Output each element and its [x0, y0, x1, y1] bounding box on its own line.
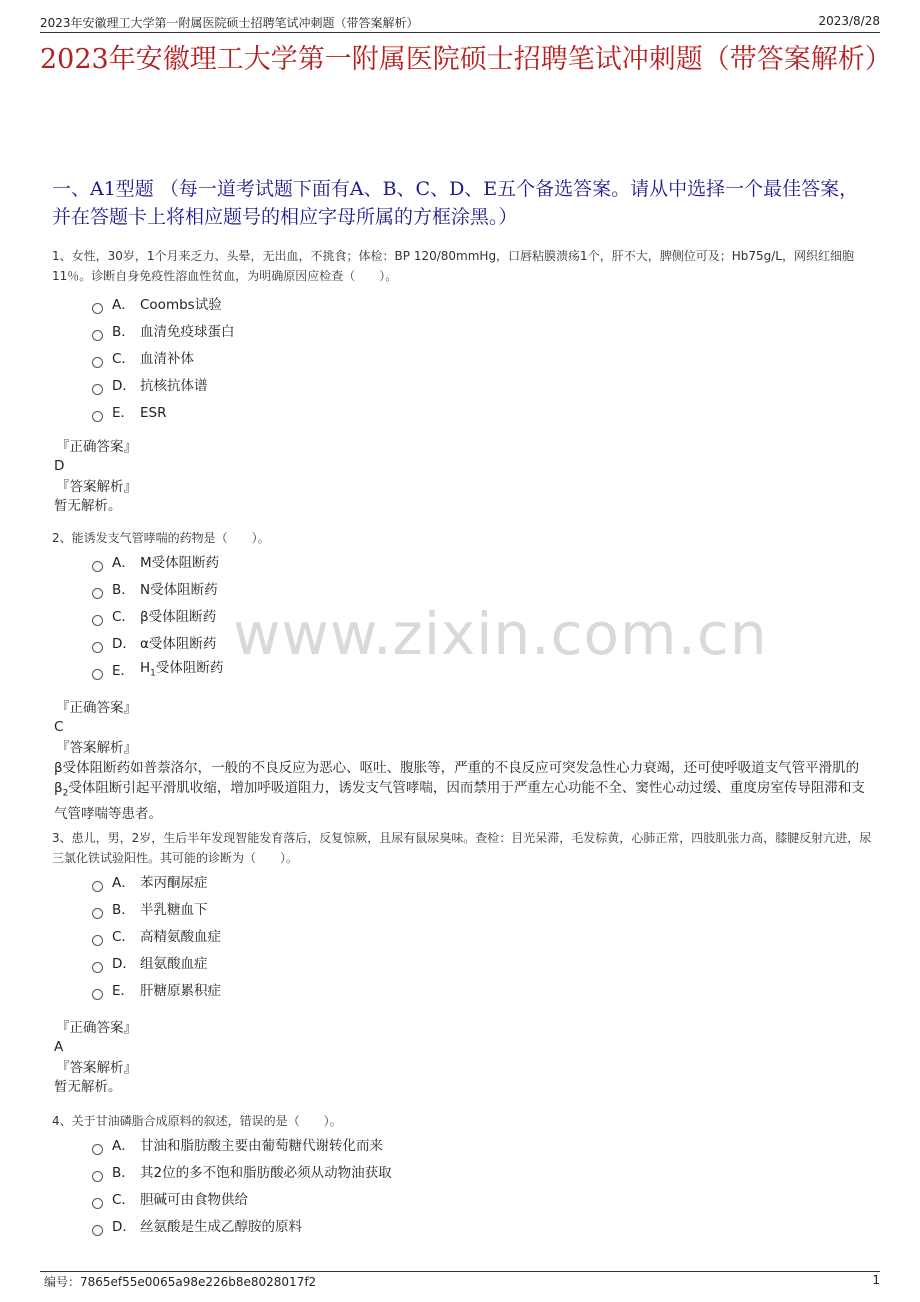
option-b[interactable]	[92, 319, 872, 346]
option-letter: D．	[112, 1219, 136, 1235]
option-d[interactable]	[92, 373, 872, 400]
option-text-prefix: H	[140, 660, 151, 677]
radio-icon[interactable]	[92, 411, 103, 422]
question-stem: 1、女性，30岁，1个月来乏力、头晕，无出血，不挑食；体检：BP 120/80mmHg，口唇粘膜溃疡1个，肝不大，脾侧位可及；Hb75g/L，网织红细胞11％。诊断自身免疫性溶血性贫血，为明确原因应检查（ ）。	[52, 249, 854, 283]
options-list	[92, 550, 872, 685]
correct-answer: C	[54, 719, 64, 735]
radio-icon[interactable]	[92, 561, 103, 572]
radio-icon[interactable]	[92, 615, 103, 626]
options-list	[92, 292, 872, 427]
option-letter: A．	[112, 1138, 135, 1154]
answer-block-2	[54, 699, 872, 824]
radio-icon[interactable]	[92, 330, 103, 341]
option-letter: B．	[112, 1165, 135, 1181]
option-a[interactable]	[92, 870, 872, 897]
option-text: 高精氨酸血症	[140, 929, 221, 945]
option-text	[140, 655, 223, 688]
option-text: α受体阻断药	[140, 636, 217, 652]
document-title: 2023年安徽理工大学第一附属医院硕士招聘笔试冲刺题（带答案解析）	[40, 44, 892, 75]
option-letter: A．	[112, 555, 135, 571]
option-c[interactable]	[92, 924, 872, 951]
option-letter: E．	[112, 405, 135, 421]
question-1	[52, 246, 872, 427]
radio-icon[interactable]	[92, 935, 103, 946]
analysis-part-a: β受体阻断药如普萘洛尔，一般的不良反应为恶心、呕吐、腹胀等，严重的不良反应可突发急性心力衰竭，还可使呼吸道支气管平滑肌的β	[54, 760, 860, 796]
option-text: 组氨酸血症	[140, 956, 208, 972]
radio-icon[interactable]	[92, 881, 103, 892]
option-text: 丝氨酸是生成乙醇胺的原料	[140, 1219, 302, 1235]
option-text: 肝糖原累积症	[140, 983, 221, 999]
question-stem: 3、患儿，男，2岁，生后半年发现智能发育落后，反复惊厥，且尿有鼠尿臭味。查检：目光呆滞，毛发棕黄，心肺正常，四肢肌张力高，膝腱反射亢进，尿三氯化铁试验阳性。其可能的诊断为（ ）。	[52, 831, 872, 865]
option-text: 抗核抗体谱	[140, 378, 208, 394]
analysis-text: 暂无解析。	[54, 1079, 122, 1095]
section-heading: 一、A1型题 （每一道考试题下面有A、B、C、D、E五个备选答案。请从中选择一个最佳答案，并在答题卡上将相应题号的相应字母所属的方框涂黑。）	[52, 178, 859, 228]
option-text: 胆碱可由食物供给	[140, 1192, 248, 1208]
radio-icon[interactable]	[92, 962, 103, 973]
option-letter: B．	[112, 582, 135, 598]
correct-answer: D	[54, 458, 65, 474]
option-a[interactable]	[92, 292, 872, 319]
analysis-label: 『答案解析』	[56, 740, 137, 756]
radio-icon[interactable]	[92, 1171, 103, 1182]
watermark: www.zixin.com.cn	[233, 600, 768, 668]
radio-icon[interactable]	[92, 1225, 103, 1236]
header-doc-title: 2023年安徽理工大学第一附属医院硕士招聘笔试冲刺题（带答案解析）	[40, 16, 419, 30]
option-b[interactable]	[92, 897, 872, 924]
radio-icon[interactable]	[92, 384, 103, 395]
answer-block-1	[54, 438, 872, 516]
option-text: ESR	[140, 405, 167, 421]
option-letter: D．	[112, 636, 136, 652]
option-d[interactable]	[92, 951, 872, 978]
option-letter: D．	[112, 956, 136, 972]
page-number: 1	[872, 1273, 880, 1287]
analysis-text: 暂无解析。	[54, 498, 122, 514]
document-id: 编号：7865ef55e0065a98e226b8e8028017f2	[44, 1275, 317, 1289]
option-b[interactable]	[92, 1160, 872, 1187]
option-letter: A．	[112, 875, 135, 891]
radio-icon[interactable]	[92, 908, 103, 919]
option-c[interactable]	[92, 1187, 872, 1214]
option-text: N受体阻断药	[140, 582, 218, 598]
option-letter: B．	[112, 902, 135, 918]
option-d[interactable]	[92, 631, 872, 658]
correct-answer: A	[54, 1039, 64, 1055]
option-letter: C．	[112, 929, 135, 945]
option-text: 血清免疫球蛋白	[140, 324, 235, 340]
option-text: M受体阻断药	[140, 555, 220, 571]
answer-label: 『正确答案』	[56, 439, 137, 455]
page-footer	[40, 1271, 880, 1294]
option-e[interactable]	[92, 978, 872, 1005]
option-letter: B．	[112, 324, 135, 340]
question-3	[52, 828, 872, 1005]
option-a[interactable]	[92, 550, 872, 577]
options-list	[92, 870, 872, 1005]
option-b[interactable]	[92, 577, 872, 604]
option-letter: D．	[112, 378, 136, 394]
analysis-label: 『答案解析』	[56, 479, 137, 495]
question-stem: 2、能诱发支气管哮喘的药物是（ ）。	[52, 531, 270, 545]
option-text-subscript: 1	[150, 668, 156, 679]
option-text: 苯丙酮尿症	[140, 875, 208, 891]
answer-label: 『正确答案』	[56, 700, 137, 716]
radio-icon[interactable]	[92, 989, 103, 1000]
option-c[interactable]	[92, 346, 872, 373]
option-e[interactable]	[92, 400, 872, 427]
answer-label: 『正确答案』	[56, 1020, 137, 1036]
option-letter: E．	[112, 983, 135, 999]
options-list	[92, 1133, 872, 1241]
option-letter: C．	[112, 609, 135, 625]
answer-block-3	[54, 1019, 872, 1097]
option-text: 甘油和脂肪酸主要由葡萄糖代谢转化而来	[140, 1138, 383, 1154]
analysis-label: 『答案解析』	[56, 1060, 137, 1076]
option-text: 半乳糖血下	[140, 902, 208, 918]
radio-icon[interactable]	[92, 357, 103, 368]
question-2	[52, 528, 872, 685]
radio-icon[interactable]	[92, 642, 103, 653]
option-letter: C．	[112, 351, 135, 367]
radio-icon[interactable]	[92, 588, 103, 599]
radio-icon[interactable]	[92, 303, 103, 314]
option-letter: E．	[112, 663, 135, 679]
option-c[interactable]	[92, 604, 872, 631]
option-a[interactable]	[92, 1133, 872, 1160]
question-4	[52, 1111, 872, 1241]
radio-icon[interactable]	[92, 669, 103, 680]
analysis-part-b: 受体阻断引起平滑肌收缩，增加呼吸道阻力，诱发支气管哮喘，因而禁用于严重左心功能不全、窦性心动过缓、重度房室传导阻滞和支气管哮喘等患者。	[54, 780, 865, 822]
option-letter: A．	[112, 297, 135, 313]
option-letter: C．	[112, 1192, 135, 1208]
radio-icon[interactable]	[92, 1198, 103, 1209]
header-date: 2023/8/28	[818, 14, 880, 28]
option-text: 其2位的多不饱和脂肪酸必须从动物油获取	[140, 1165, 392, 1181]
option-text: Coombs试验	[140, 297, 222, 313]
option-e[interactable]	[92, 658, 872, 685]
option-text-rest: 受体阻断药	[155, 660, 224, 677]
option-text: 血清补体	[140, 351, 194, 367]
option-d[interactable]	[92, 1214, 872, 1241]
question-stem: 4、关于甘油磷脂合成原料的叙述，错误的是（ ）。	[52, 1114, 342, 1128]
analysis-text	[54, 758, 866, 824]
radio-icon[interactable]	[92, 1144, 103, 1155]
option-text: β受体阻断药	[140, 609, 217, 625]
analysis-subscript: 2	[62, 788, 69, 799]
page-header	[40, 12, 880, 33]
